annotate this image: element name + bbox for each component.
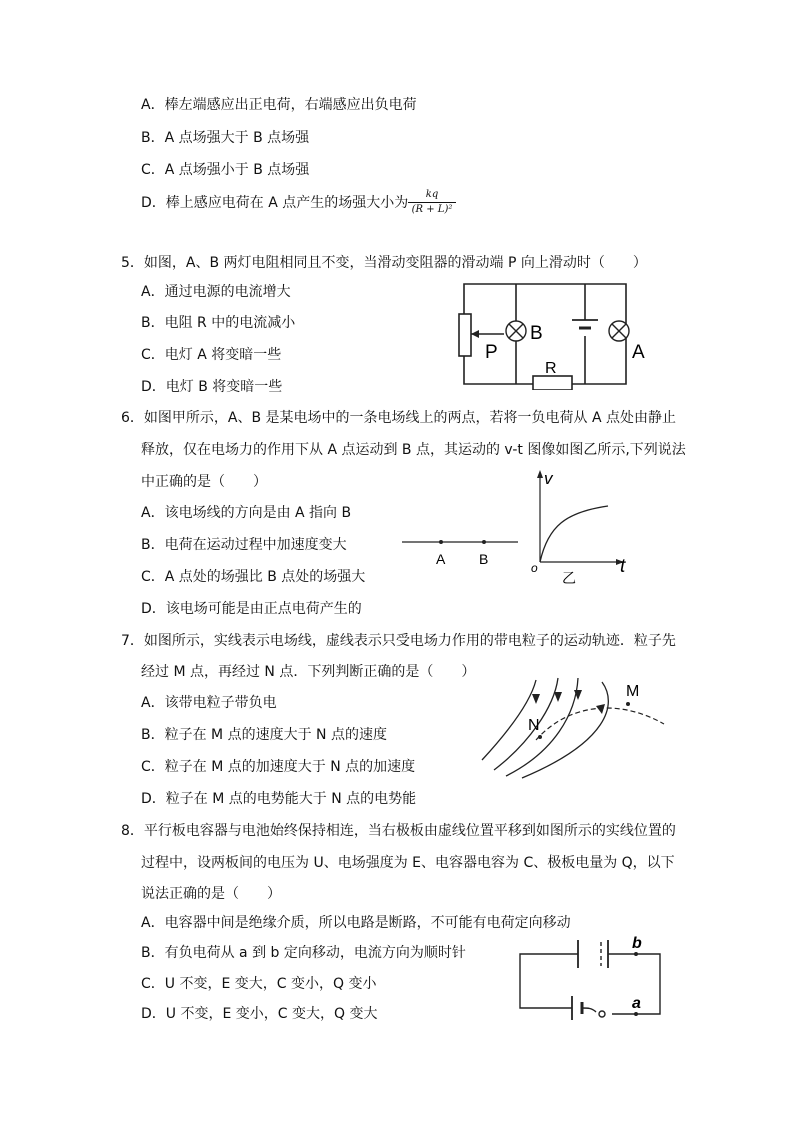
- q6-field-line-figure: [398, 528, 522, 572]
- label-a: a: [632, 995, 641, 1012]
- field-line-2: [494, 678, 558, 770]
- vt-curve: [540, 506, 608, 562]
- q6-stem-line-1: 6．如图甲所示，A、B 是某电场中的一条电场线上的两点，若将一负电荷从 A 点处由静止: [121, 410, 677, 426]
- label-a: A: [632, 342, 645, 363]
- q7-option-b: B．粒子在 M 点的速度大于 N 点的速度: [141, 727, 387, 743]
- graph-caption: 乙: [562, 570, 576, 586]
- q5-circuit-diagram: [455, 276, 665, 390]
- q5-option-c: C．电灯 A 将变暗一些: [141, 347, 282, 363]
- q6-vt-graph: [528, 466, 638, 586]
- q4-option-b: B．A 点场强大于 B 点场强: [141, 130, 310, 146]
- label-a: A: [436, 551, 446, 567]
- q5-stem: 5．如图，A、B 两灯电阻相同且不变，当滑动变阻器的滑动端 P 向上滑动时（ ）: [121, 255, 647, 271]
- label-t: t: [620, 556, 626, 577]
- label-b: B: [479, 551, 489, 567]
- q4-option-c: C．A 点场强小于 B 点场强: [141, 162, 310, 178]
- q8-capacitor-circuit: [512, 930, 672, 1030]
- q8-option-a: A．电容器中间是绝缘介质，所以电路是断路，不可能有电荷定向移动: [141, 915, 571, 931]
- q8-stem-line-1: 8．平行板电容器与电池始终保持相连，当右极板由虚线位置平移到如图所示的实线位置的: [121, 823, 676, 839]
- label-r: R: [545, 360, 557, 377]
- q4-option-d: D．棒上感应电荷在 A 点产生的场强大小为: [141, 195, 409, 211]
- label-p: P: [485, 342, 498, 363]
- q6-option-b: B．电荷在运动过程中加速度变大: [141, 537, 347, 553]
- field-arrow-1-icon: [532, 694, 540, 704]
- field-arrow-2-icon: [554, 692, 562, 702]
- q6-option-a: A．该电场线的方向是由 A 指向 B: [141, 505, 352, 521]
- rheostat-body: [459, 314, 471, 356]
- q7-option-c: C．粒子在 M 点的加速度大于 N 点的加速度: [141, 759, 416, 775]
- q8-stem-line-2: 过程中，设两板间的电压为 U、电场强度为 E、电容器电容为 C、极板电量为 Q，以下: [141, 855, 675, 871]
- lamp-a-icon: [609, 321, 629, 341]
- q5-option-a: A．通过电源的电流增大: [141, 284, 291, 300]
- q8-option-c: C．U 不变，E 变大，C 变小，Q 变小: [141, 976, 377, 992]
- switch-terminal-icon: [599, 1011, 605, 1017]
- q8-stem-line-3: 说法正确的是（ ）: [141, 886, 281, 902]
- point-b: [482, 540, 486, 544]
- formula-fraction-bar: [408, 202, 456, 203]
- switch-wire: [582, 1008, 596, 1012]
- point-a: [439, 540, 443, 544]
- point-m: [626, 702, 630, 706]
- formula-denominator: (R + L)²: [411, 204, 453, 215]
- label-b: b: [632, 935, 642, 952]
- point-n: [538, 735, 542, 739]
- point-b: [634, 952, 638, 956]
- q6-option-d: D．该电场可能是由正点电荷产生的: [141, 601, 362, 617]
- field-line-3: [506, 678, 578, 776]
- q7-option-a: A．该带电粒子带负电: [141, 695, 277, 711]
- circuit-wire-bottom-left: [464, 356, 533, 384]
- field-arrow-4-icon: [596, 704, 605, 714]
- q7-stem-line-2: 经过 M 点，再经过 N 点．下列判断正确的是（ ）: [141, 664, 476, 680]
- label-b: B: [530, 323, 543, 344]
- v-axis-arrow-icon: [537, 470, 543, 478]
- q8-option-b: B．有负电荷从 a 到 b 定向移动，电流方向为顺时针: [141, 945, 466, 961]
- label-n: N: [528, 717, 540, 734]
- label-v: v: [544, 469, 553, 488]
- slider-arrow-icon: [471, 330, 479, 338]
- formula-numerator: kq: [425, 189, 439, 200]
- q7-field-lines-figure: [478, 674, 674, 780]
- label-m: M: [626, 683, 640, 700]
- q4-option-a: A．棒左端感应出正电荷，右端感应出负电荷: [141, 97, 417, 113]
- circuit-wire-left: [520, 954, 578, 1008]
- label-origin: o: [531, 561, 538, 575]
- lamp-b-icon: [506, 321, 526, 341]
- q6-stem-line-2: 释放，仅在电场力的作用下从 A 点运动到 B 点，其运动的 v-t 图像如图乙所示,下列说法: [141, 442, 686, 458]
- q7-option-d: D．粒子在 M 点的电势能大于 N 点的电势能: [141, 791, 417, 807]
- q6-stem-line-3: 中正确的是（ ）: [141, 474, 267, 490]
- resistor-r: [533, 376, 572, 390]
- q7-stem-line-1: 7．如图所示，实线表示电场线，虚线表示只受电场力作用的带电粒子的运动轨迹．粒子先: [121, 633, 676, 649]
- q5-option-d: D．电灯 B 将变暗一些: [141, 379, 283, 395]
- q8-option-d: D．U 不变，E 变小，C 变大，Q 变大: [141, 1006, 378, 1022]
- point-a: [634, 1012, 638, 1016]
- q4-formula: [408, 189, 456, 216]
- q6-option-c: C．A 点处的场强比 B 点处的场强大: [141, 569, 366, 585]
- q5-option-b: B．电阻 R 中的电流减小: [141, 315, 296, 331]
